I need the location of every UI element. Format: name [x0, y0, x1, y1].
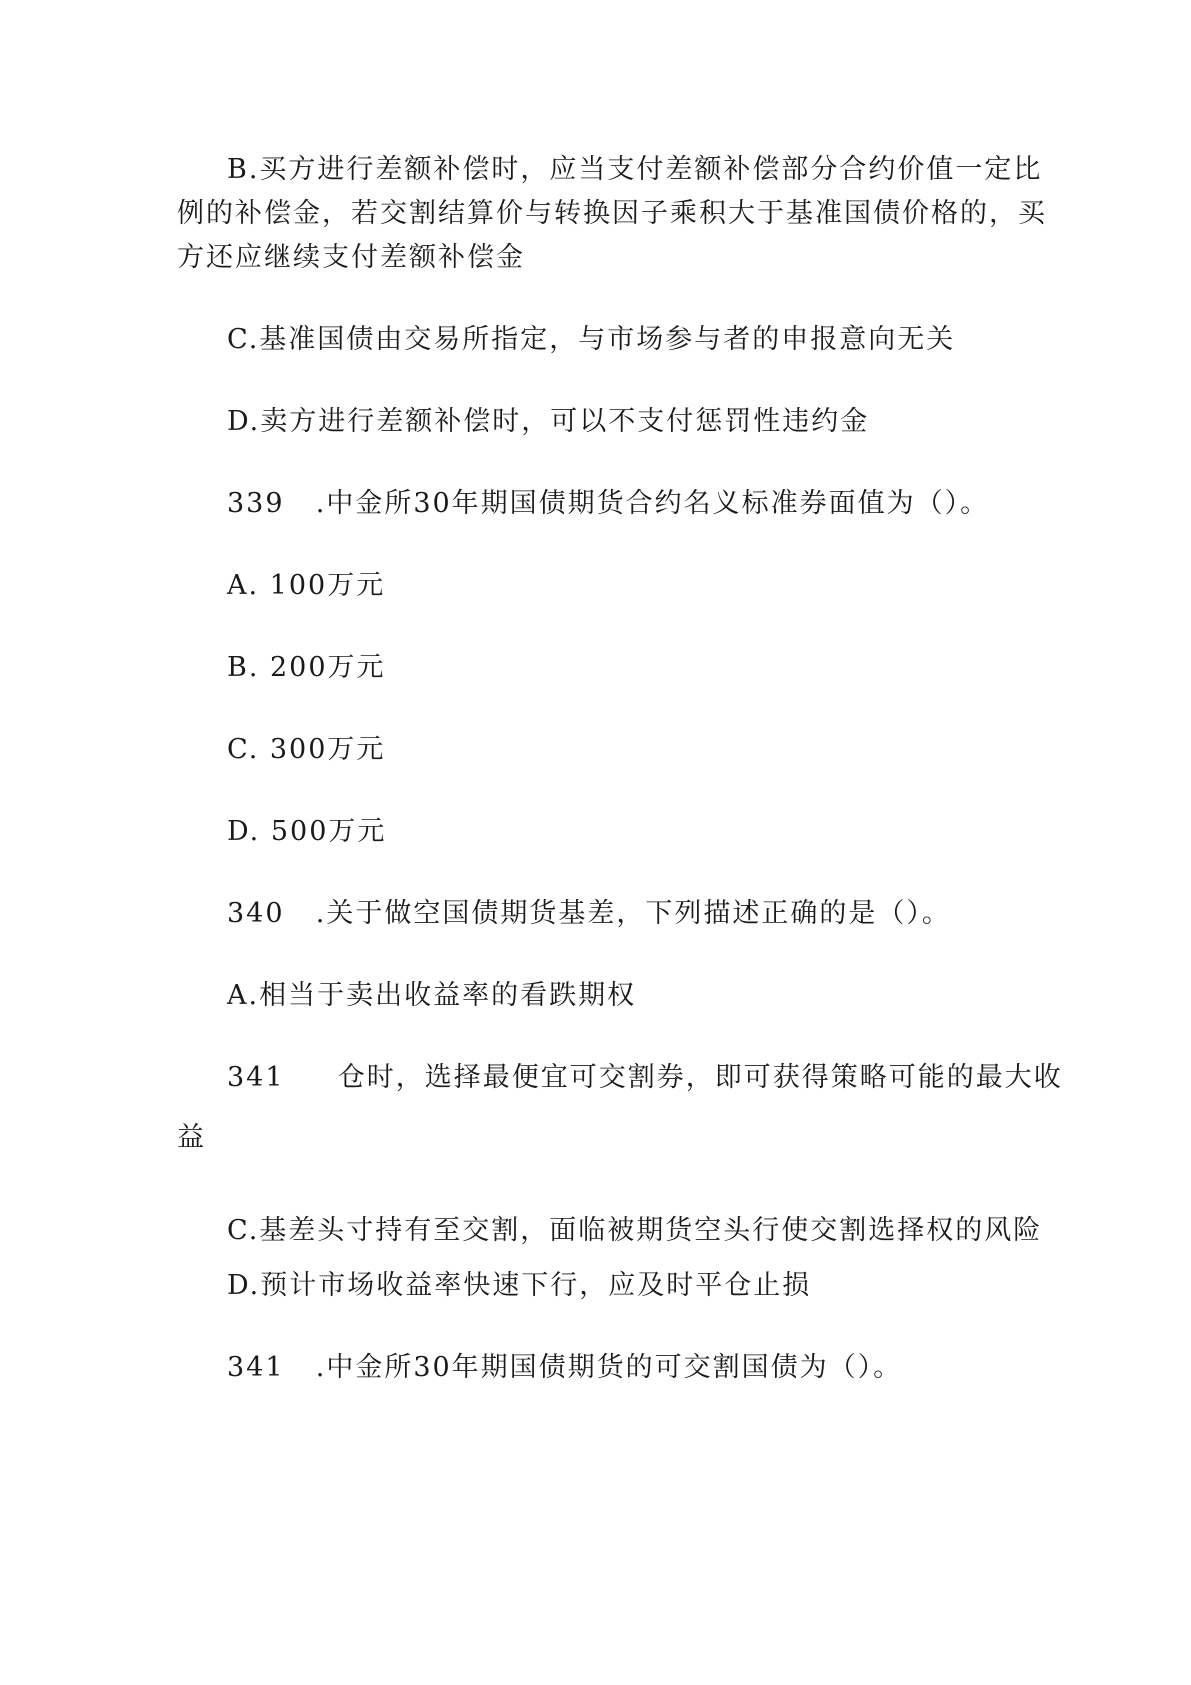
q340-option-a: A.相当于卖出收益率的看跌期权: [227, 980, 637, 1011]
q338-option-b-line3: 方还应继续支付差额补偿金: [177, 242, 525, 273]
q338-option-b-line1: B.买方进行差额补偿时，应当支付差额补偿部分合约价值一定比: [227, 154, 1043, 185]
q340-number: 340: [227, 898, 285, 929]
q340-option-d: D.预计市场收益率快速下行，应及时平仓止损: [227, 1270, 812, 1301]
q341-question: [227, 1352, 902, 1384]
q340-option-b-line2: 益: [177, 1122, 206, 1153]
q340-stem: .关于做空国债期货基差，下列描述正确的是（）。: [315, 898, 951, 929]
q341-stem: .中金所30年期国债期货的可交割国债为（）。: [315, 1352, 903, 1383]
q340-option-b-number: 341: [227, 1062, 285, 1093]
q338-option-c: C.基准国债由交易所指定，与市场参与者的申报意向无关: [227, 324, 956, 355]
q339-option-a: A. 100万元: [227, 570, 386, 601]
q338-option-d: D.卖方进行差额补偿时，可以不支付惩罚性违约金: [227, 406, 870, 437]
q340-question: [227, 898, 951, 930]
q338-option-b-line2: 例的补偿金，若交割结算价与转换因子乘积大于基准国债价格的，买: [177, 198, 1047, 229]
q339-number: 339: [227, 488, 285, 519]
q339-option-c: C. 300万元: [227, 734, 386, 765]
q339-option-b: B. 200万元: [227, 652, 386, 683]
q340-option-b-line1: [227, 1062, 1063, 1094]
q339-question: [227, 488, 989, 520]
q339-option-d: D. 500万元: [227, 816, 387, 847]
q340-option-b-text: 仓时，选择最便宜可交割券，即可获得策略可能的最大收: [337, 1062, 1063, 1093]
q340-option-c: C.基差头寸持有至交割，面临被期货空头行使交割选择权的风险: [227, 1215, 1043, 1246]
q339-stem: .中金所30年期国债期货合约名义标准券面值为（）。: [315, 488, 990, 519]
q341-number: 341: [227, 1352, 285, 1383]
